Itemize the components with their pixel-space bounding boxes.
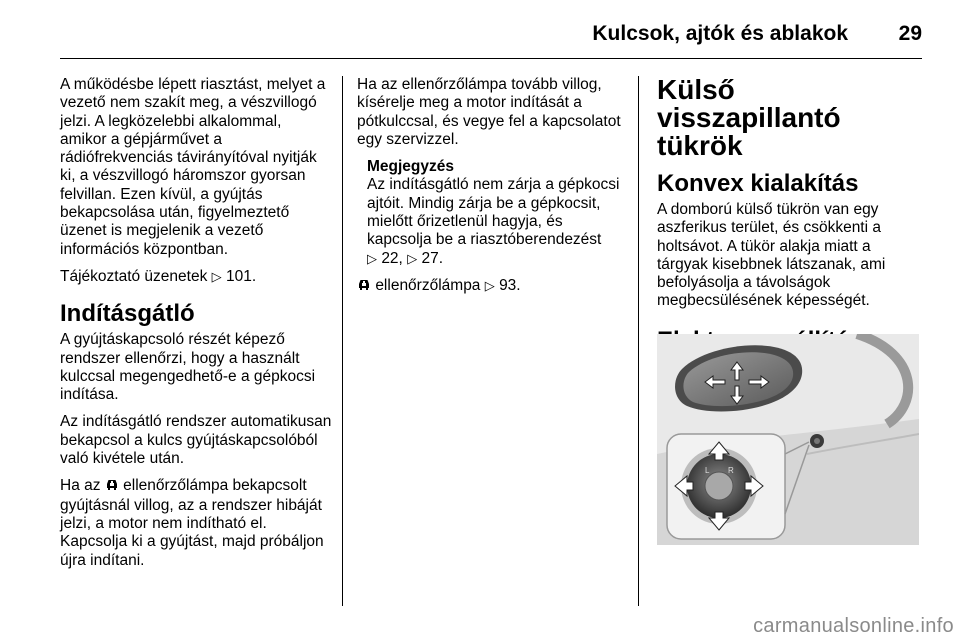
mirror-adjustment-figure [657,334,919,545]
p5-after: ellenőrzőlámpa bekapcsolt gyújtásnál villog, az a rendszer hibáját jelzi, a motor nem indítható el. Kapcsolja ki a gyújtást, majd próbáljon újra indítani. [60,477,324,569]
column-1 [60,76,332,579]
info-messages-ref[interactable]: 101. [225,267,257,285]
heading-immobiliser: Indításgátló [60,300,195,328]
paragraph-immobiliser-3 [60,477,332,569]
page-number: 29 [898,22,922,45]
note-text: Az indításgátló nem zárja a gépkocsi ajtóit. Mindig zárja be a gépkocsit, mielőtt őrizetlenül hagyja, és kapcsolja be a riasztóberendezést [367,176,620,249]
heading-convex: Konvex kialakítás [657,170,859,197]
watermark: carmanualsonline.info [753,615,954,637]
page-ref-arrow-icon: ▷ [484,277,495,293]
page-ref-arrow-icon: ▷ [367,250,377,266]
immobiliser-car-key-icon [105,478,119,496]
warning-lamp-ref[interactable]: 93. [499,276,521,294]
p5-before: Ha az [60,477,101,495]
note-title: Megjegyzés [367,158,455,176]
page-ref-arrow-icon: ▷ [407,250,418,266]
immobiliser-car-key-icon [357,278,371,296]
paragraph-immobiliser-2: Az indításgátló rendszer automatikusan bekapcsol a kulcs gyújtáskapcsolóból való kivétele után. [60,413,332,468]
header-title: Kulcsok, ajtók és ablakok [592,22,848,45]
paragraph-spare-key: Ha az ellenőrzőlámpa tovább villog, kísérelje meg a motor indítását a pótkulccsal, és vegye fel a kapcsolatot egy szervizzel. [357,76,621,148]
info-messages-text: Tájékoztató üzenetek [60,267,208,285]
note-ref-2[interactable]: 27. [421,249,444,267]
column-2 [357,76,629,305]
warning-lamp-text: ellenőrzőlámpa [375,276,481,294]
svg-text:L: L [705,466,710,475]
column-divider-2 [638,76,639,606]
section-title: Külső visszapillantó tükrök [657,74,841,161]
note-box [367,158,629,268]
page-header [60,18,922,59]
mirror-illustration [657,334,919,545]
paragraph-convex: A domború külső tükrön van egy aszferikus terület, és csökkenti a holtsávot. A tükör alakja miatt a tárgyak kisebbnek látszanak, ami befolyásolja a távolságok megbecsülésének képességét. [657,201,886,310]
column-3 [657,76,919,358]
paragraph-warning-lamp [357,277,629,296]
paragraph-info-messages [60,268,332,286]
page-ref-arrow-icon: ▷ [211,268,222,284]
paragraph-immobiliser-1: A gyújtáskapcsoló részét képező rendszer ellenőrzi, hogy a használt kulccsal megengedhető-e a gépkocsi indítása. [60,331,316,404]
svg-text:R: R [728,466,734,475]
column-divider-1 [342,76,343,606]
paragraph-alarm: A működésbe lépett riasztást, melyet a vezető nem szakít meg, a vészvillogó jelzi. A legközelebbi alkalommal, amikor a gépjárművet a rádiófrekvenciás távirányítóval nyitják ki, a vészvillogó háromszor gyorsan felvillan. Ezen kívül, a gyújtás bekapcsolása után, figyelmeztető üzenet is megjelenik a vezető információs központban. [60,76,326,258]
note-paragraph [367,176,629,267]
note-ref-1[interactable]: 22, [381,249,403,267]
